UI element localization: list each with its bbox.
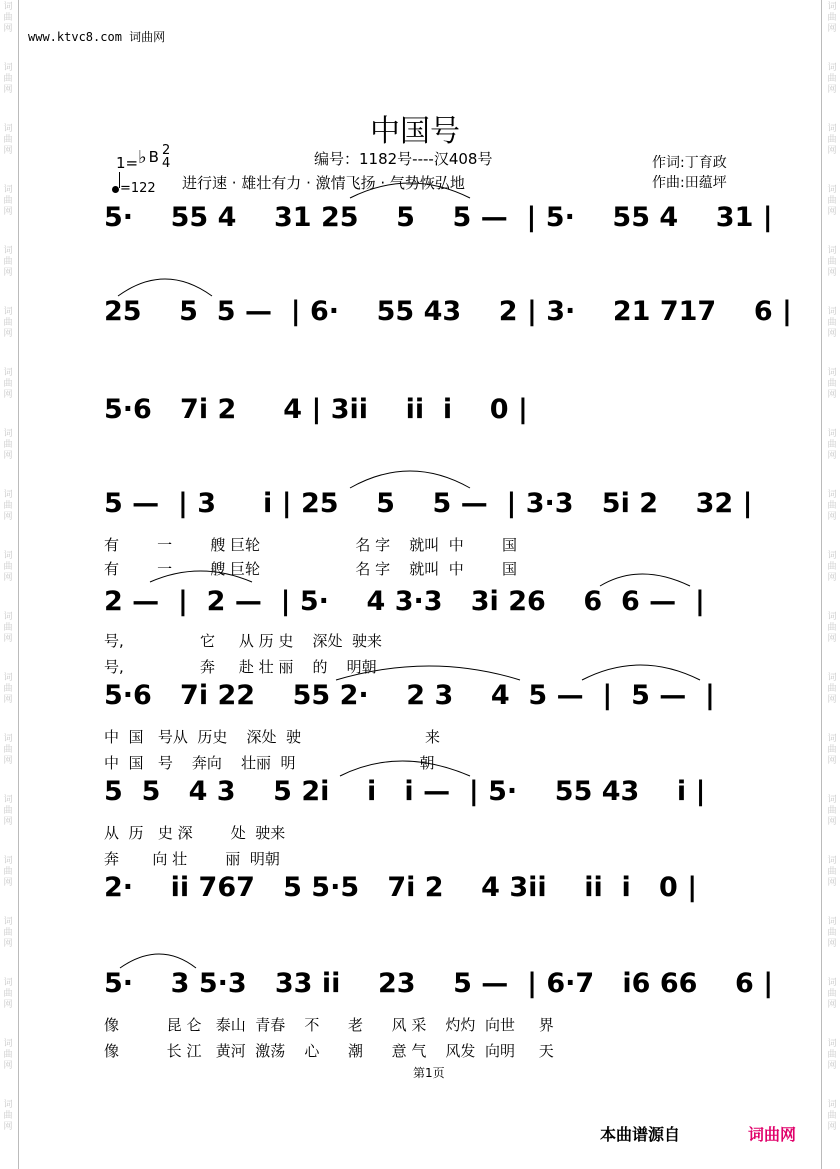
watermark-glyph: 词 bbox=[3, 429, 13, 439]
lyric-row-9-line-2: 像 长 江 黄河 激荡 心 潮 意 气 风发 向明 天 bbox=[104, 1042, 554, 1060]
notation-row-3: 5·6 7i 2 4 | 3ii ii i 0 | bbox=[104, 394, 528, 425]
watermark-glyph: 曲 bbox=[3, 318, 13, 328]
watermark-glyph: 曲 bbox=[3, 928, 13, 938]
watermark-glyph: 网 bbox=[827, 878, 837, 888]
watermark-glyph: 曲 bbox=[827, 318, 837, 328]
watermark-glyph: 网 bbox=[827, 390, 837, 400]
watermark-glyph: 曲 bbox=[3, 623, 13, 633]
watermark-glyph: 曲 bbox=[3, 745, 13, 755]
watermark-glyph: 词 bbox=[827, 368, 837, 378]
watermark-glyph: 词 bbox=[827, 429, 837, 439]
watermark-glyph: 网 bbox=[3, 1061, 13, 1071]
watermark-glyph: 网 bbox=[3, 573, 13, 583]
expression-mark: 进行速 · 雄壮有力 · 激情飞扬 · 气势恢弘地 bbox=[182, 174, 465, 192]
watermark-glyph: 词 bbox=[3, 368, 13, 378]
watermark-glyph: 词 bbox=[827, 612, 837, 622]
lyric-row-7-line-2: 奔 向 壮 丽 明朝 bbox=[104, 850, 280, 868]
watermark-glyph: 词 bbox=[3, 551, 13, 561]
notation-row-5: 2 — | 2 — | 5· 4 3·3 3i 26 6 6 — | bbox=[104, 586, 705, 617]
song-title: 中国号 bbox=[370, 114, 460, 149]
watermark-glyph: 曲 bbox=[827, 74, 837, 84]
watermark-glyph: 曲 bbox=[827, 379, 837, 389]
notation-row-8: 2· ii 767 5 5·5 7i 2 4 3ii ii i 0 | bbox=[104, 872, 698, 903]
watermark-glyph: 词 bbox=[3, 978, 13, 988]
watermark-glyph: 网 bbox=[3, 207, 13, 217]
watermark-glyph: 网 bbox=[3, 85, 13, 95]
watermark-glyph: 曲 bbox=[827, 13, 837, 23]
watermark-glyph: 词 bbox=[827, 673, 837, 683]
watermark-glyph: 网 bbox=[3, 878, 13, 888]
watermark-glyph: 网 bbox=[3, 1122, 13, 1132]
watermark-glyph: 网 bbox=[3, 939, 13, 949]
tempo-mark: =122 bbox=[112, 176, 156, 196]
watermark-glyph: 网 bbox=[3, 756, 13, 766]
notation-row-9: 5· 3 5·3 33 ii 23 5 — | 6·7 i6 66 6 | bbox=[104, 968, 774, 999]
watermark-glyph: 网 bbox=[3, 634, 13, 644]
watermark-glyph: 网 bbox=[827, 451, 837, 461]
watermark-glyph: 网 bbox=[3, 268, 13, 278]
lyric-row-6-line-2: 中 国 号 奔向 壮丽 明 朝 bbox=[104, 754, 435, 772]
watermark-glyph: 曲 bbox=[3, 806, 13, 816]
watermark-glyph: 词 bbox=[3, 795, 13, 805]
watermark-glyph: 曲 bbox=[827, 745, 837, 755]
source-label: 本曲谱源自 bbox=[600, 1125, 681, 1144]
watermark-glyph: 词 bbox=[3, 856, 13, 866]
watermark-glyph: 词 bbox=[3, 2, 13, 12]
watermark-glyph: 网 bbox=[827, 512, 837, 522]
lyric-row-7-line-1: 从 历 史 深 处 驶来 bbox=[104, 824, 286, 842]
watermark-glyph: 网 bbox=[827, 85, 837, 95]
watermark-glyph: 词 bbox=[3, 612, 13, 622]
watermark-glyph: 词 bbox=[3, 917, 13, 927]
watermark-glyph: 网 bbox=[3, 695, 13, 705]
watermark-glyph: 曲 bbox=[827, 684, 837, 694]
lyric-row-9-line-1: 像 昆 仑 泰山 青春 不 老 风 采 灼灼 向世 界 bbox=[104, 1016, 554, 1034]
watermark-glyph: 网 bbox=[827, 1000, 837, 1010]
watermark-glyph: 曲 bbox=[827, 1111, 837, 1121]
watermark-glyph: 网 bbox=[827, 1061, 837, 1071]
watermark-glyph: 曲 bbox=[827, 440, 837, 450]
watermark-glyph: 曲 bbox=[827, 928, 837, 938]
watermark-glyph: 网 bbox=[3, 24, 13, 34]
watermark-glyph: 曲 bbox=[3, 379, 13, 389]
watermark-glyph: 网 bbox=[827, 207, 837, 217]
page-number: 第1页 bbox=[413, 1066, 445, 1080]
watermark-glyph: 词 bbox=[827, 795, 837, 805]
notation-row-6: 5·6 7i 22 55 2· 2 3 4 5 — | 5 — | bbox=[104, 680, 715, 711]
watermark-glyph: 网 bbox=[827, 329, 837, 339]
watermark-glyph: 曲 bbox=[3, 501, 13, 511]
lyric-row-4-line-2: 有 一 艘 巨轮 名 字 就叫 中 国 bbox=[104, 560, 517, 578]
watermark-glyph: 网 bbox=[3, 1000, 13, 1010]
watermark-glyph: 词 bbox=[827, 246, 837, 256]
watermark-glyph: 曲 bbox=[3, 562, 13, 572]
watermark-glyph: 词 bbox=[827, 978, 837, 988]
watermark-glyph: 曲 bbox=[827, 1050, 837, 1060]
watermark-glyph: 词 bbox=[3, 490, 13, 500]
watermark-glyph: 网 bbox=[3, 329, 13, 339]
watermark-glyph: 词 bbox=[827, 917, 837, 927]
brand-link[interactable]: 词曲网 bbox=[748, 1125, 797, 1144]
watermark-glyph: 词 bbox=[3, 307, 13, 317]
notation-row-1: 5· 55 4 31 25 5 5 — | 5· 55 4 31 | bbox=[104, 202, 773, 233]
watermark-glyph: 曲 bbox=[827, 989, 837, 999]
watermark-glyph: 曲 bbox=[3, 684, 13, 694]
watermark-glyph: 网 bbox=[3, 512, 13, 522]
watermark-glyph: 曲 bbox=[3, 989, 13, 999]
watermark-glyph: 网 bbox=[827, 939, 837, 949]
watermark-glyph: 词 bbox=[827, 1039, 837, 1049]
watermark-glyph: 词 bbox=[3, 185, 13, 195]
watermark-glyph: 曲 bbox=[3, 74, 13, 84]
watermark-glyph: 词 bbox=[827, 63, 837, 73]
watermark-glyph: 网 bbox=[827, 24, 837, 34]
watermark-glyph: 词 bbox=[3, 673, 13, 683]
watermark-glyph: 曲 bbox=[3, 440, 13, 450]
composer: 作曲:田蕴坪 bbox=[652, 175, 727, 191]
watermark-glyph: 曲 bbox=[827, 562, 837, 572]
watermark-glyph: 词 bbox=[827, 185, 837, 195]
watermark-glyph: 曲 bbox=[827, 501, 837, 511]
watermark-glyph: 网 bbox=[3, 146, 13, 156]
notation-row-7: 5 5 4 3 5 2i i i — | 5· 55 43 i | bbox=[104, 776, 706, 807]
watermark-glyph: 网 bbox=[827, 756, 837, 766]
time-signature: 2 4 bbox=[162, 143, 171, 171]
notation-row-2: 25 5 5 — | 6· 55 43 2 | 3· 21 717 6 | bbox=[104, 296, 792, 327]
watermark-glyph: 词 bbox=[827, 307, 837, 317]
watermark-glyph: 网 bbox=[827, 634, 837, 644]
watermark-glyph: 网 bbox=[827, 268, 837, 278]
key-signature: 1=♭ B bbox=[116, 147, 159, 172]
watermark-glyph: 词 bbox=[3, 246, 13, 256]
watermark-glyph: 词 bbox=[3, 1039, 13, 1049]
watermark-glyph: 曲 bbox=[3, 1050, 13, 1060]
watermark-glyph: 曲 bbox=[827, 196, 837, 206]
lyric-row-6-line-1: 中 国 号从 历史 深处 驶 来 bbox=[104, 728, 440, 746]
watermark-glyph: 曲 bbox=[827, 623, 837, 633]
watermark-glyph: 网 bbox=[3, 390, 13, 400]
watermark-glyph: 曲 bbox=[3, 867, 13, 877]
watermark-glyph: 曲 bbox=[827, 257, 837, 267]
watermark-glyph: 曲 bbox=[3, 135, 13, 145]
song-number: 编号：1182号----汉408号 bbox=[314, 150, 493, 168]
watermark-glyph: 词 bbox=[3, 124, 13, 134]
watermark-glyph: 词 bbox=[3, 63, 13, 73]
watermark-glyph: 词 bbox=[827, 490, 837, 500]
watermark-glyph: 曲 bbox=[3, 1111, 13, 1121]
watermark-glyph: 网 bbox=[827, 1122, 837, 1132]
watermark-glyph: 网 bbox=[3, 451, 13, 461]
watermark-glyph: 词 bbox=[3, 1100, 13, 1110]
watermark-glyph: 网 bbox=[827, 817, 837, 827]
watermark-glyph: 词 bbox=[827, 1100, 837, 1110]
watermark-glyph: 曲 bbox=[827, 867, 837, 877]
watermark-glyph: 网 bbox=[3, 817, 13, 827]
watermark-glyph: 曲 bbox=[3, 196, 13, 206]
watermark-glyph: 词 bbox=[827, 856, 837, 866]
watermark-glyph: 曲 bbox=[3, 13, 13, 23]
lyric-row-4-line-1: 有 一 艘 巨轮 名 字 就叫 中 国 bbox=[104, 536, 517, 554]
notation-row-4: 5 — | 3 i | 25 5 5 — | 3·3 5i 2 32 | bbox=[104, 488, 753, 519]
watermark-glyph: 词 bbox=[827, 551, 837, 561]
watermark-glyph: 曲 bbox=[827, 135, 837, 145]
lyricist: 作词:丁育政 bbox=[652, 155, 727, 171]
watermark-glyph: 词 bbox=[3, 734, 13, 744]
watermark-glyph: 词 bbox=[827, 2, 837, 12]
watermark-glyph: 词 bbox=[827, 124, 837, 134]
site-url: www.ktvc8.com 词曲网 bbox=[28, 30, 166, 44]
watermark-glyph: 词 bbox=[827, 734, 837, 744]
watermark-glyph: 曲 bbox=[3, 257, 13, 267]
watermark-glyph: 曲 bbox=[827, 806, 837, 816]
watermark-glyph: 网 bbox=[827, 146, 837, 156]
watermark-glyph: 网 bbox=[827, 573, 837, 583]
lyric-row-5-line-2: 号, 奔 赴 壮 丽 的 明朝 bbox=[104, 658, 377, 676]
watermark-glyph: 网 bbox=[827, 695, 837, 705]
lyric-row-5-line-1: 号, 它 从 历 史 深处 驶来 bbox=[104, 632, 383, 650]
